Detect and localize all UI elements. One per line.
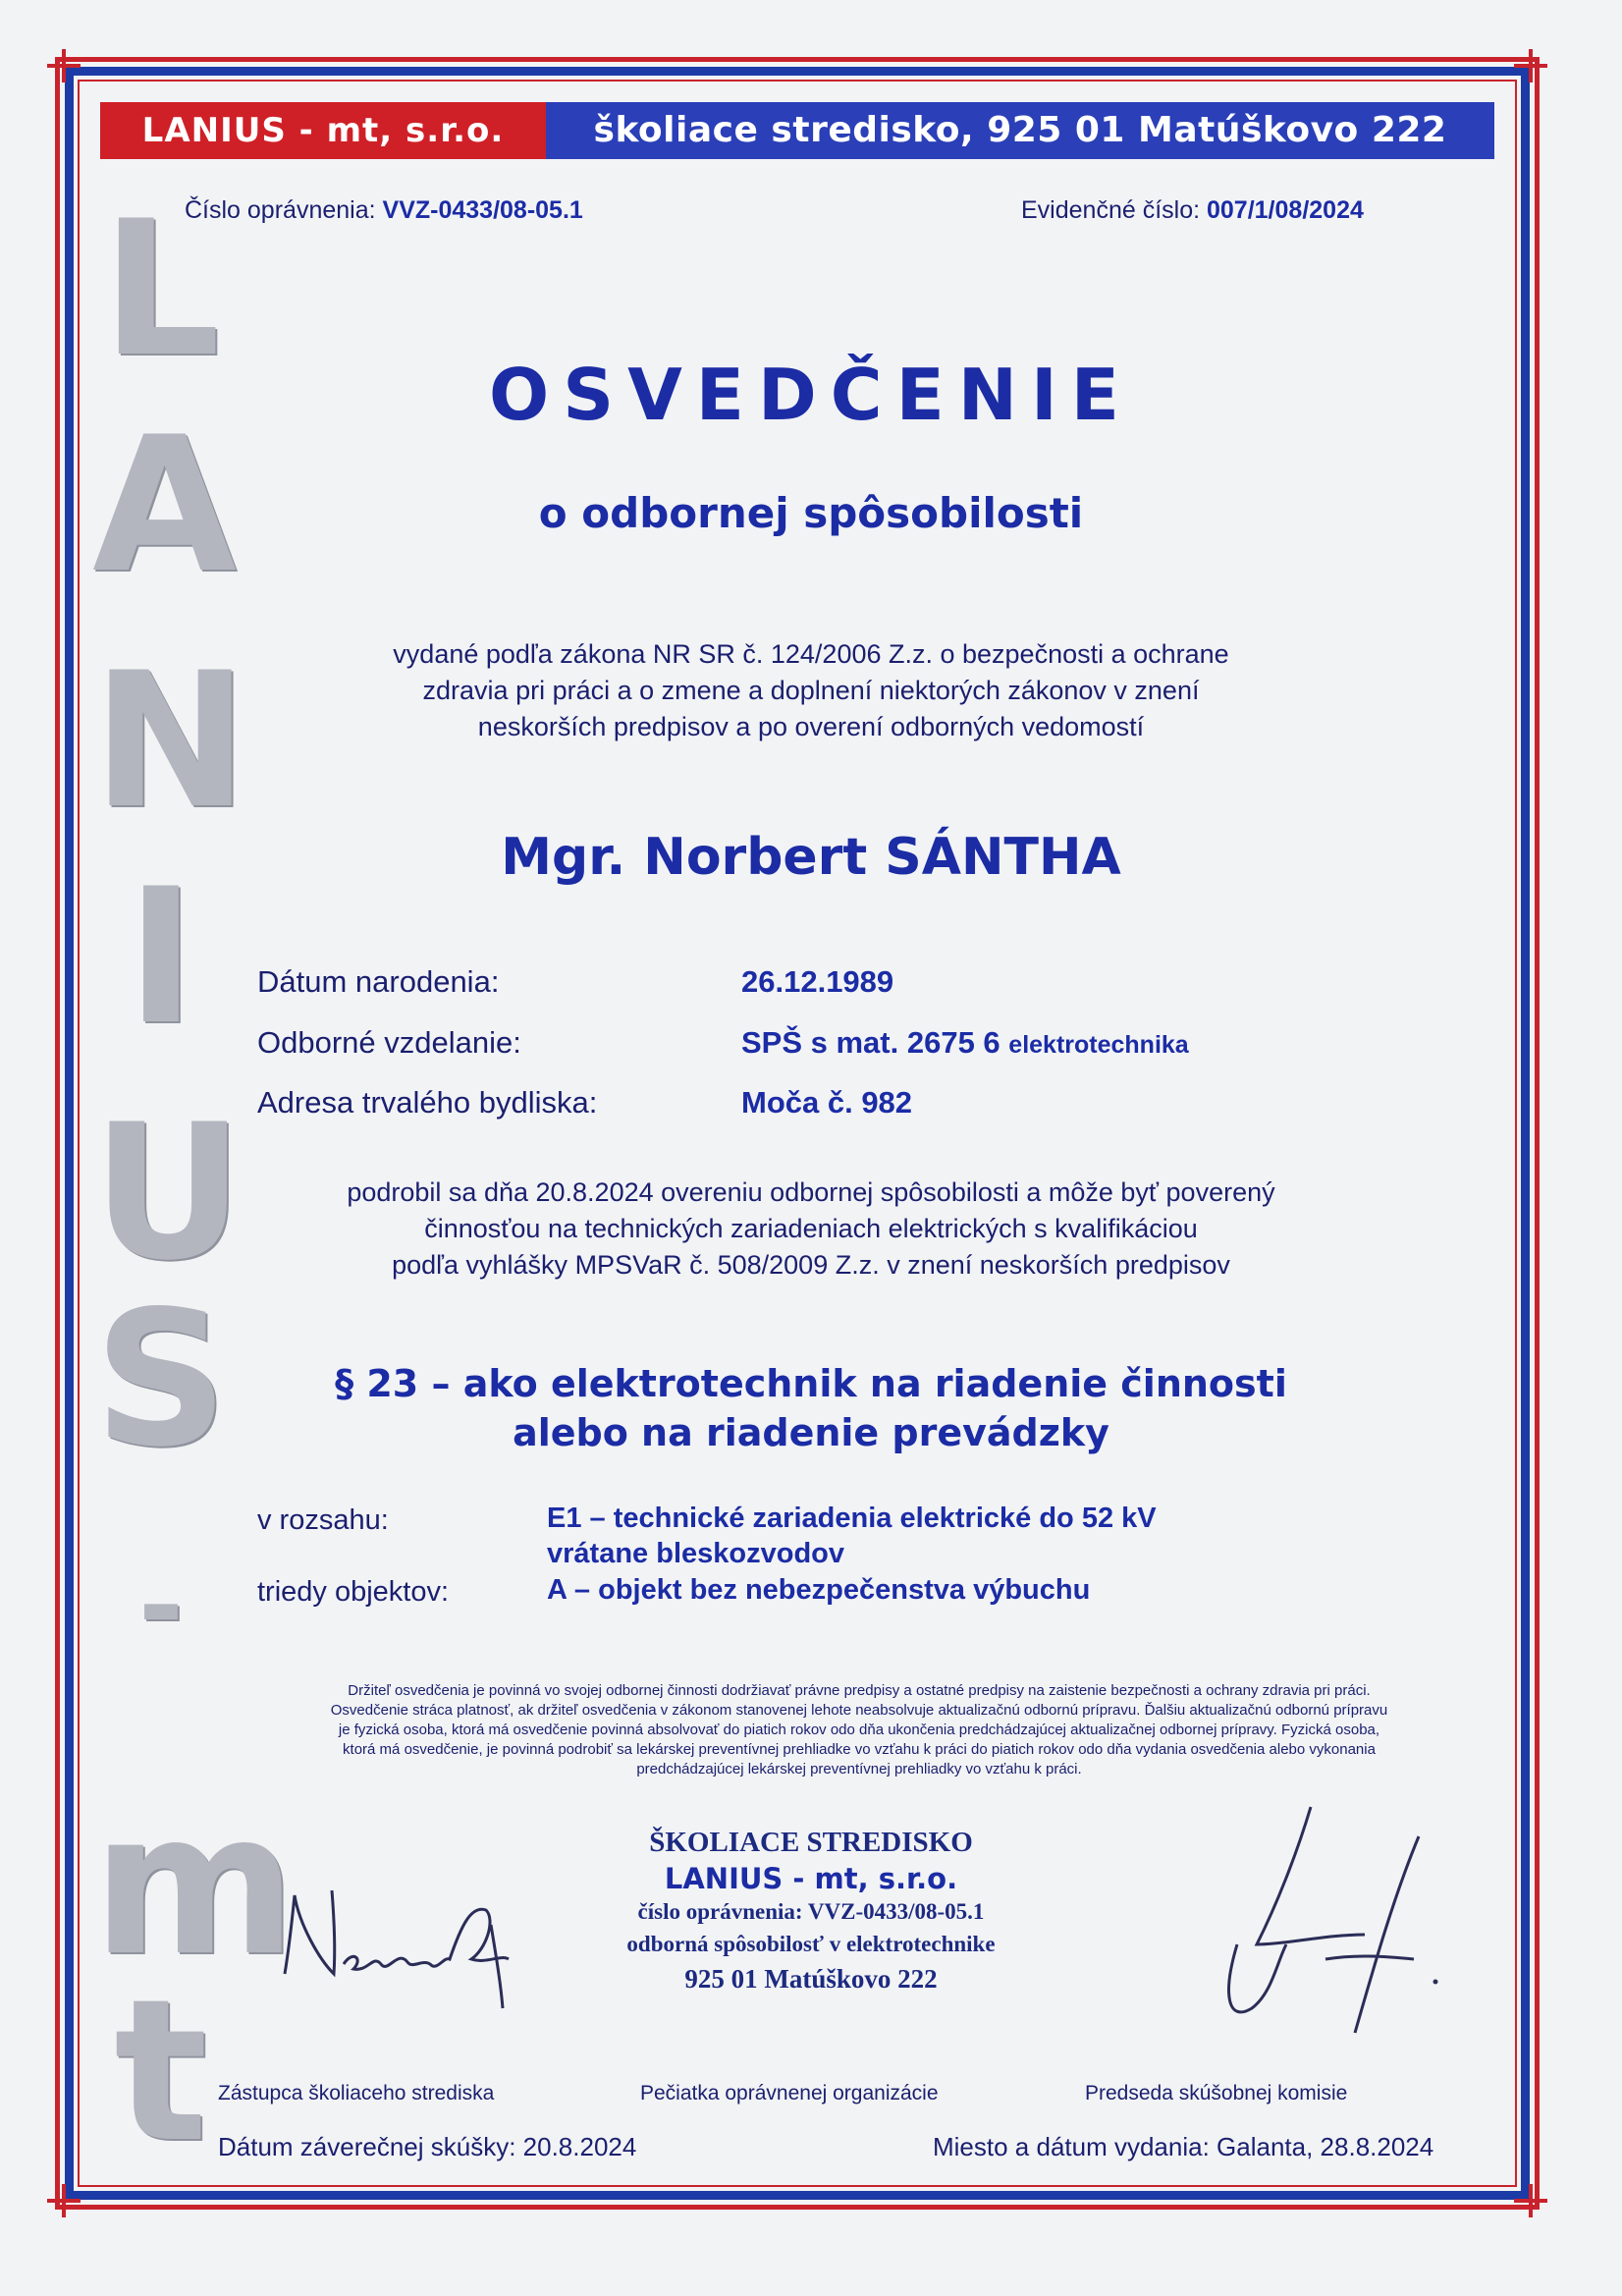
scope-value xyxy=(547,1501,1157,1571)
exam-line: podrobil sa dňa 20.8.2024 overeniu odbornej spôsobilosti a môže byť poverený xyxy=(347,1177,1275,1207)
exam-text xyxy=(0,1175,1622,1284)
watermark-letter-a: A xyxy=(92,397,238,614)
signature-left-label: Zástupca školiaceho strediska xyxy=(218,2082,495,2105)
signature-right-label: Predseda skúšobnej komisie xyxy=(1085,2082,1348,2105)
watermark-dash: - xyxy=(138,1543,184,1668)
legal-notice xyxy=(226,1681,1492,1779)
header-company-name: LANIUS - mt, s.r.o. xyxy=(100,102,546,159)
record-value: 007/1/08/2024 xyxy=(1207,196,1364,224)
education-school: SPŠ s mat. 2675 6 xyxy=(741,1025,1000,1060)
exam-date: Dátum záverečnej skúšky: 20.8.2024 xyxy=(218,2132,637,2161)
legal-notice-line: predchádzajúcej lekárskej preventívnej prehliadky vo vzťahu k práci. xyxy=(636,1761,1082,1777)
record-number xyxy=(1021,196,1364,225)
corner-ornament-bottom-right xyxy=(1514,2184,1547,2217)
education-label: Odborné vzdelanie: xyxy=(257,1025,521,1060)
stamp-label: Pečiatka oprávnenej organizácie xyxy=(640,2082,939,2105)
watermark-letter-u: U xyxy=(92,1084,244,1301)
education-field: elektrotechnika xyxy=(1008,1031,1189,1059)
issue-place-date: Miesto a dátum vydania: Galanta, 28.8.2024 xyxy=(933,2132,1434,2161)
permit-number xyxy=(185,196,583,225)
legal-notice-line: Držiteľ osvedčenia je povinná vo svojej odbornej činnosti dodržiavať právne predpisy a ostatné predpisy na zaistenie bezpečnosti a ochrany zdravia pri práci. xyxy=(348,1682,1371,1699)
address-value: Moča č. 982 xyxy=(741,1085,913,1120)
watermark-letter-i: I xyxy=(126,848,196,1066)
record-label: Evidenčné číslo: xyxy=(1021,196,1201,224)
stamp-line-4: odborná spôsobilosť v elektrotechnike xyxy=(626,1932,996,1956)
watermark-letter-n: N xyxy=(92,632,249,849)
birth-date-label: Dátum narodenia: xyxy=(257,964,500,999)
legal-notice-line: je fyzická osoba, ktorá má osvedčenie povinná absolvovať do piatich rokov odo dňa ukončenia predchádzajúcej aktualizačnej odbornej prípravy. Fyzická osoba, xyxy=(338,1722,1380,1738)
legal-notice-line: Osvedčenie stráca platnosť, ak držiteľ osvedčenia v zákonom stanovenej lehote neabsolvuje aktualizačnú odbornú prípravu. Ďalšiu aktualizačnú odbornú prípravu xyxy=(330,1702,1388,1719)
stamp-line-2: LANIUS - mt, s.r.o. xyxy=(664,1862,958,1895)
watermark-letter-l: L xyxy=(101,181,221,398)
permit-label: Číslo oprávnenia: xyxy=(185,196,376,224)
watermark-letter-s: S xyxy=(93,1271,229,1488)
watermark-letter-m: m xyxy=(92,1771,297,1999)
scope-label: v rozsahu: xyxy=(257,1504,389,1536)
scope-value-line: vrátane bleskozvodov xyxy=(547,1538,844,1569)
qualification-line: alebo na riadenie prevádzky xyxy=(513,1411,1109,1454)
object-class-value: A – objekt bez nebezpečenstva výbuchu xyxy=(547,1574,1091,1606)
corner-ornament-bottom-left xyxy=(47,2184,81,2217)
intro-text xyxy=(0,636,1622,745)
scope-value-line: E1 – technické zariadenia elektrické do 52 kV xyxy=(547,1503,1157,1534)
certificate-title: OSVEDČENIE xyxy=(489,354,1133,436)
education-value xyxy=(741,1025,1189,1061)
watermark-letter-t: t xyxy=(114,1957,208,2186)
intro-line: neskorších predpisov a po overení odborných vedomostí xyxy=(477,712,1145,741)
intro-line: zdravia pri práci a o zmene a doplnení niektorých zákonov v znení xyxy=(422,676,1200,705)
legal-notice-line: ktorá má osvedčenie, je povinná podrobiť sa lekárskej preventívnej prehliadke vo vzťahu k práci do piatich rokov odo dňa vydania osvedčenia alebo vykonania xyxy=(343,1741,1376,1758)
stamp-line-5: 925 01 Matúškovo 222 xyxy=(684,1964,938,1994)
holder-name: Mgr. Norbert SÁNTHA xyxy=(501,828,1121,887)
exam-line: podľa vyhlášky MPSVaR č. 508/2009 Z.z. v znení neskorších predpisov xyxy=(392,1250,1230,1280)
corner-ornament-top-left xyxy=(47,49,81,82)
certificate-subtitle: o odbornej spôsobilosti xyxy=(538,489,1084,537)
permit-value: VVZ-0433/08-05.1 xyxy=(382,196,583,224)
intro-line: vydané podľa zákona NR SR č. 124/2006 Z.z. o bezpečnosti a ochrane xyxy=(393,639,1229,669)
header-training-center: školiace stredisko, 925 01 Matúškovo 222 xyxy=(546,102,1494,159)
birth-date-value: 26.12.1989 xyxy=(741,964,894,999)
stamp-line-3: číslo oprávnenia: VVZ-0433/08-05.1 xyxy=(637,1899,985,1924)
qualification-line: § 23 – ako elektrotechnik na riadenie činnosti xyxy=(335,1362,1287,1405)
signature-right xyxy=(1217,1797,1453,2052)
signature-left xyxy=(275,1866,550,2013)
address-label: Adresa trvalého bydliska: xyxy=(257,1085,598,1120)
qualification-heading xyxy=(0,1359,1622,1457)
corner-ornament-top-right xyxy=(1514,49,1547,82)
stamp-line-1: ŠKOLIACE STREDISKO xyxy=(649,1827,973,1858)
object-class-label: triedy objektov: xyxy=(257,1576,450,1608)
exam-line: činnosťou na technických zariadeniach elektrických s kvalifikáciou xyxy=(424,1214,1198,1243)
